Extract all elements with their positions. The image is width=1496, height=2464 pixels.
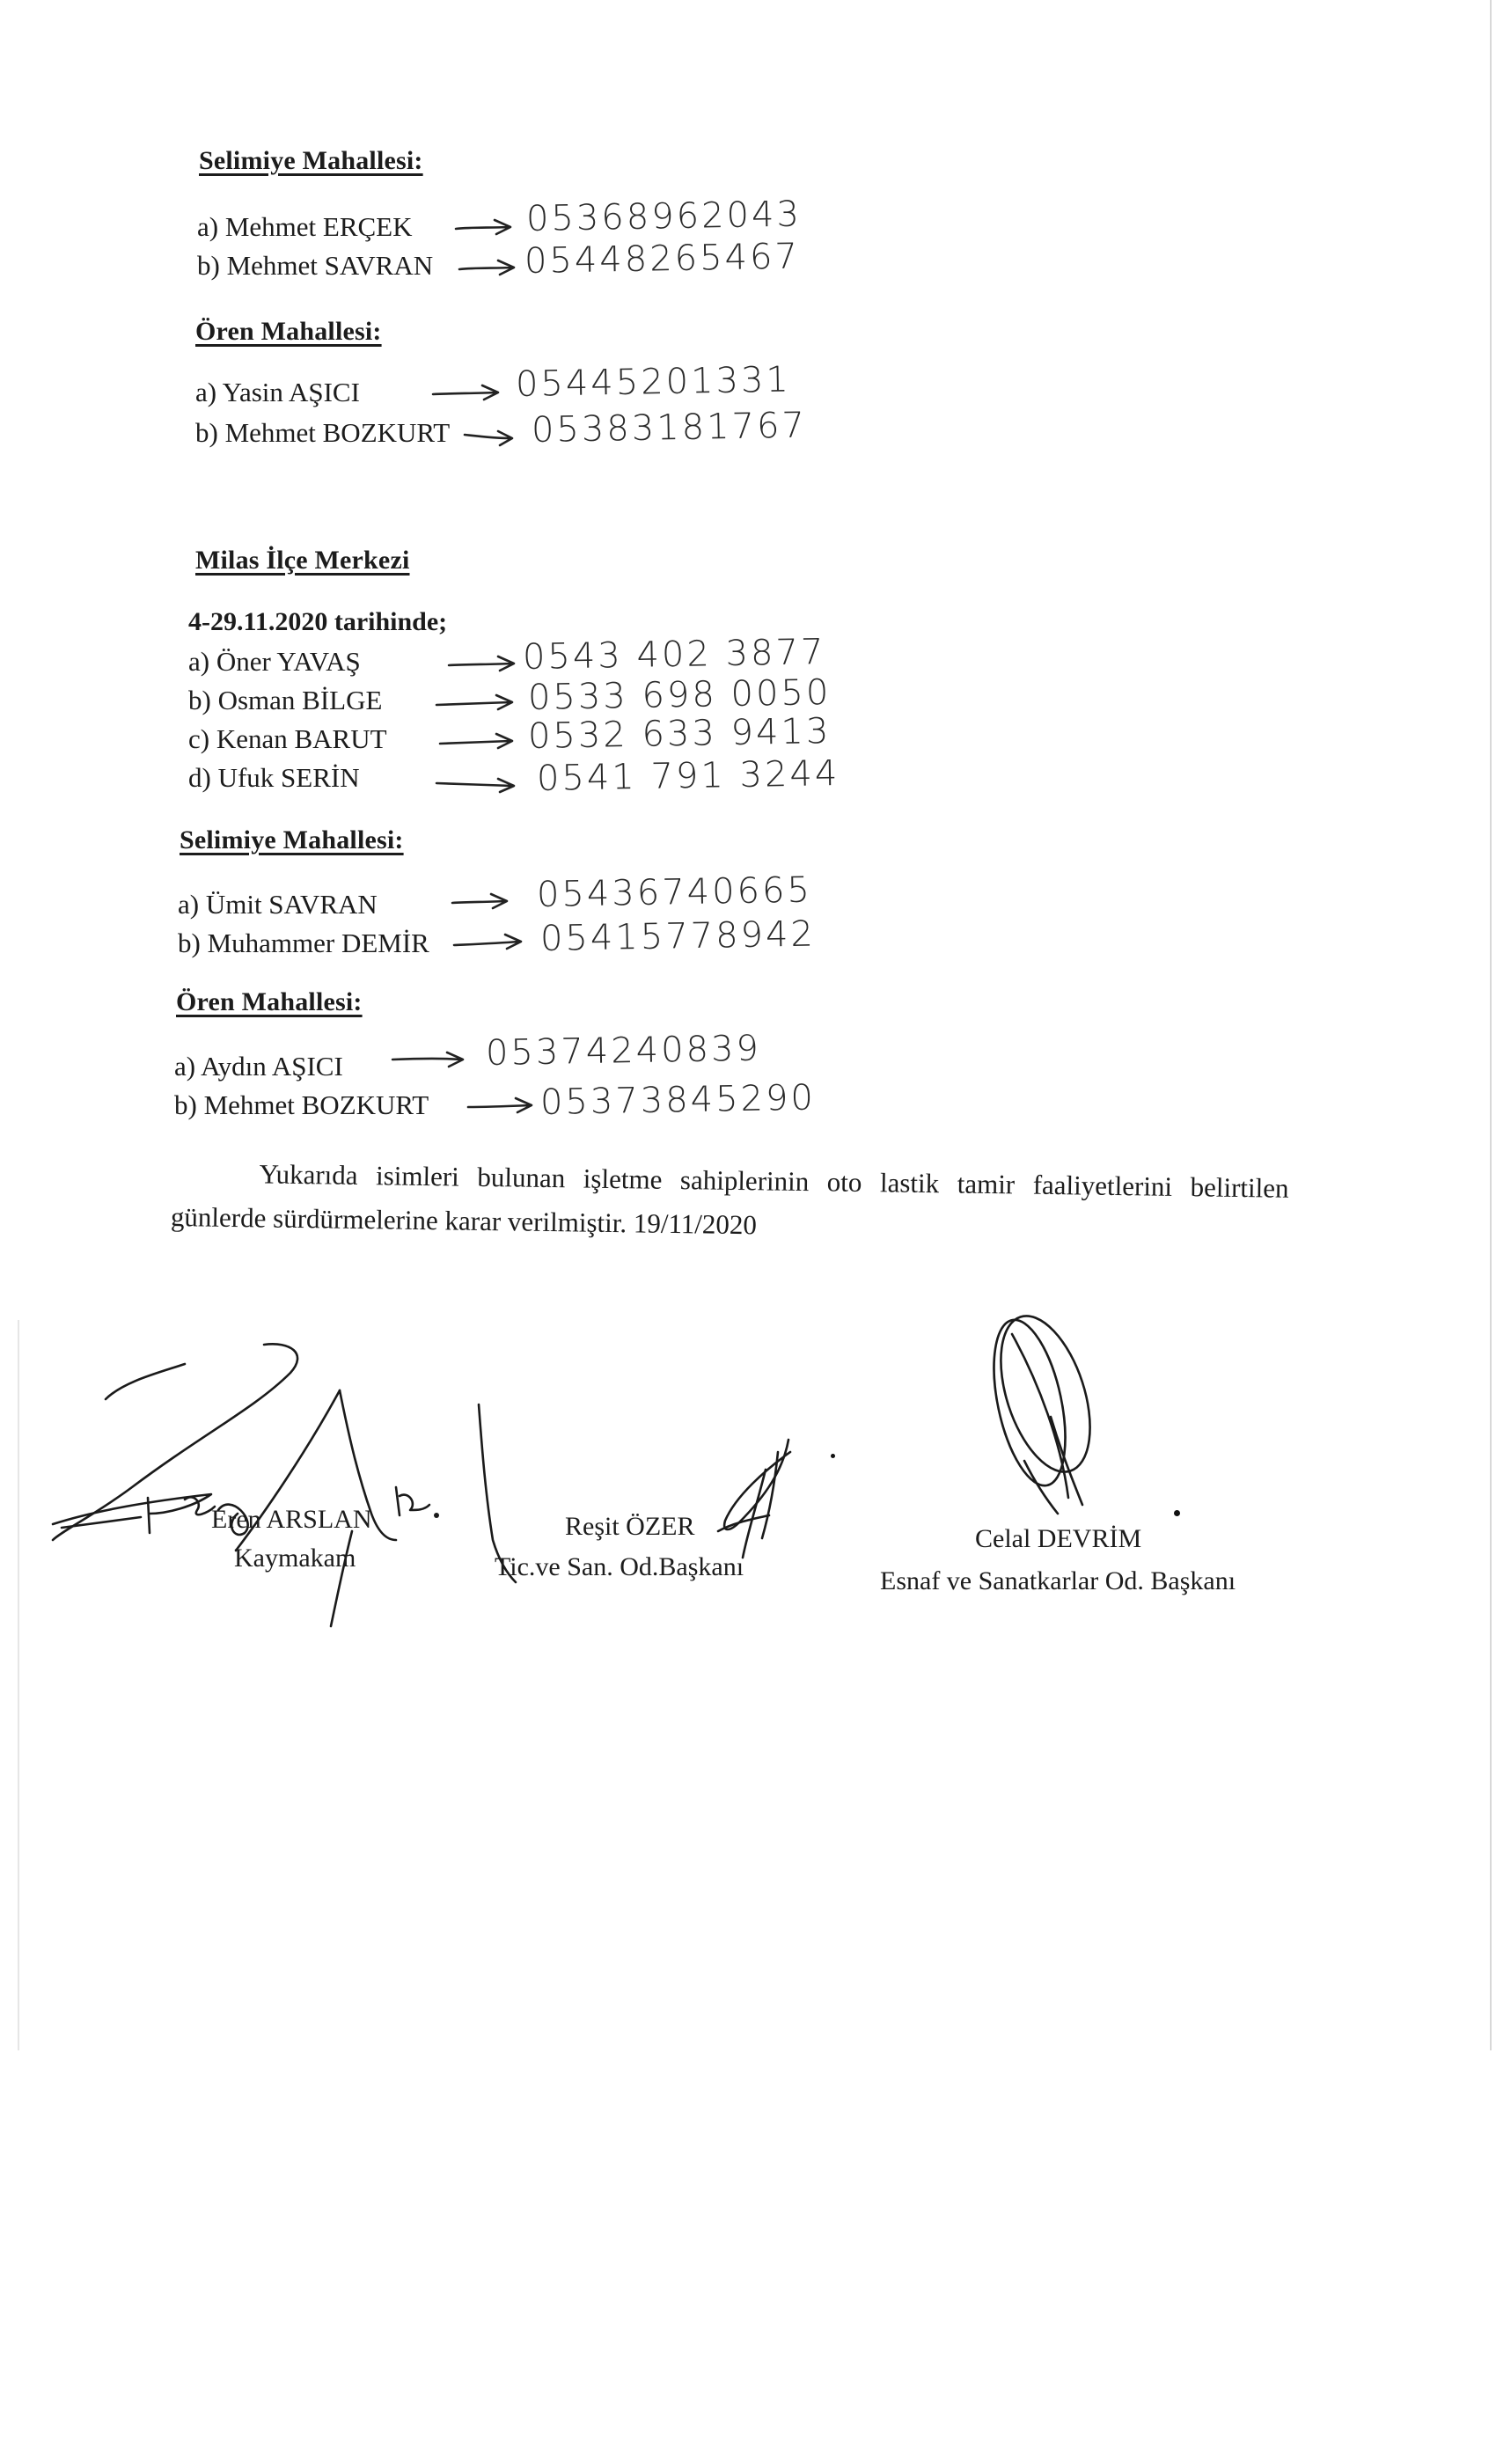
ink-dot [831,1454,835,1458]
paragraph-line: Yukarıda isimleri bulunan işletme sahiplerinin oto lastik tamir faaliyetlerini belirtilen [259,1158,1289,1204]
signatory-title: Tic.ve San. Od.Başkanı [495,1552,744,1581]
paragraph-line: günlerde sürdürmelerine karar verilmiştir. 19/11/2020 [170,1200,758,1241]
handwritten-phone: 05383181767 [531,405,808,451]
handwritten-phone: 0543 402 3877 [522,631,826,678]
arrow-icon [452,931,526,954]
handwritten-phone: 05373845290 [539,1077,817,1123]
entry-label: a) Öner YAVAŞ [188,646,361,677]
entry-label: a) Aydın AŞICI [174,1051,343,1082]
arrow-icon [435,773,519,794]
section-heading: Selimiye Mahallesi: [180,825,404,854]
handwritten-phone: 05368962043 [525,194,803,239]
entry-label: b) Mehmet BOZKURT [174,1089,429,1120]
section-heading: Ören Mahallesi: [176,987,363,1016]
arrow-icon [435,692,517,713]
handwritten-phone: 05374240839 [485,1028,762,1074]
entry-label: a) Ümit SAVRAN [178,889,378,920]
entry-label: c) Kenan BARUT [188,723,387,754]
ink-dot [1174,1510,1180,1516]
arrow-icon [451,891,512,912]
entry-label: b) Mehmet SAVRAN [197,250,434,281]
date-heading: 4-29.11.2020 tarihinde; [188,607,448,636]
decision-paragraph [171,1151,1289,1255]
arrow-icon [391,1047,468,1070]
arrow-icon [466,1095,537,1116]
arrow-icon [454,216,516,238]
section-heading: Ören Mahallesi: [195,317,382,346]
handwritten-phone: 05415778942 [539,913,817,959]
entry-label: d) Ufuk SERİN [188,762,360,793]
signatory-name: Celal DEVRİM [975,1524,1142,1553]
arrow-icon [438,730,517,752]
handwritten-phone: 0532 633 9413 [527,710,832,757]
section-heading: Milas İlçe Merkezi [195,546,410,575]
section-heading: Selimiye Mahallesi: [199,146,423,175]
entry-label: b) Muhammer DEMİR [178,928,429,958]
arrow-icon [458,257,519,278]
arrow-icon [431,382,503,403]
entry-label: b) Osman BİLGE [188,685,383,715]
signatory-title: Kaymakam [234,1544,356,1573]
handwritten-phone: 0533 698 0050 [527,671,832,718]
signatory-title: Esnaf ve Sanatkarlar Od. Başkanı [880,1566,1236,1595]
signature-scribble [959,1302,1135,1531]
entry-label: a) Yasin AŞICI [195,377,360,407]
entry-label: a) Mehmet ERÇEK [197,211,413,242]
arrow-icon [447,653,519,674]
signatory-name: Eren ARSLAN [211,1505,372,1534]
signature-scribble [26,1302,484,1628]
signature-scribble [704,1434,810,1566]
handwritten-phone: 0541 791 3244 [536,752,840,799]
handwritten-phone: 05445201331 [515,359,792,405]
handwritten-phone: 05448265467 [524,236,801,282]
entry-label: b) Mehmet BOZKURT [195,417,451,448]
handwritten-phone: 05436740665 [536,869,813,915]
arrow-icon [463,426,517,449]
signatory-name: Reşit ÖZER [565,1512,695,1541]
